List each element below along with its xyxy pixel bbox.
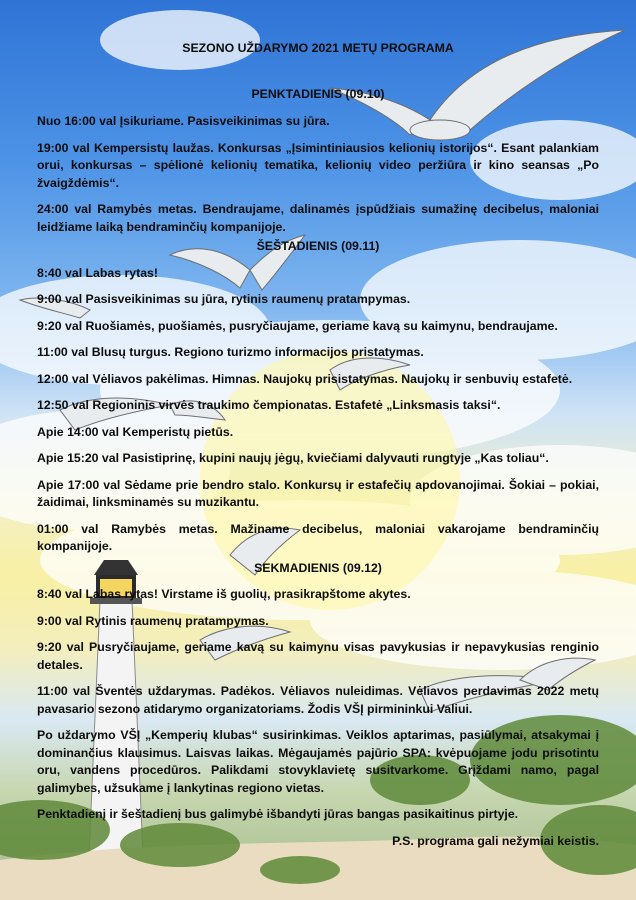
schedule-item: 11:00 val Blusų turgus. Regiono turizmo informacijos pristatymas. [37, 345, 424, 359]
schedule-item: 9:00 val Pasisveikinimas su jūra, rytinis raumenų pratampymas. [37, 292, 411, 306]
schedule-item: Apie 14:00 val Kemperistų pietūs. [37, 424, 234, 439]
day-heading-sunday: SEKMADIENIS (09.12) [254, 560, 382, 575]
schedule-item: Nuo 16:00 val Įsikuriame. Pasisveikinimas su jūra. [37, 114, 330, 128]
schedule-item: 11:00 val Šventės uždarymas. Padėkos. Vėliavos nuleidimas. Vėliavos perdavimas 2022 metų pavasario sezono atidarymo organizatoriams. Žodis VŠĮ pirmininkui Valiui. [37, 684, 599, 716]
schedule-item: 01:00 val Ramybės metas. Mažiname decibelus, maloniai vakarojame bendraminčių kompanijoje. [37, 521, 599, 553]
schedule-item: 9:20 val Pusryčiaujame, geriame kavą su kaimynu visas pavykusias ir nepavykusias renginio detales. [37, 640, 599, 672]
day-heading-friday: PENKTADIENIS (09.10) [251, 86, 385, 101]
schedule-item: 8:40 val Labas rytas! [37, 265, 158, 280]
schedule-item: 9:00 val Rytinis raumenų pratampymas. [37, 613, 269, 628]
schedule-item: Penktadienį ir šeštadienį bus galimybė išbandyti jūras bangas pasikaitinus pirtyje. [37, 807, 519, 821]
footnote: P.S. programa gali nežymiai keistis. [392, 833, 599, 848]
schedule-item: 8:40 val Labas rytas! Virstame iš guolių, prasikrapštome akytes. [37, 587, 411, 601]
page-title: SEZONO UŽDARYMO 2021 METŲ PROGRAMA [182, 41, 454, 55]
schedule-item: 19:00 val Kempersistų laužas. Konkursas „Įsimintiniausios kelionių istorijos“. Esant palankiam orui, konkursas – spėlionė kelionių tematika, kelionių video peržiūra ir kino seansas „Po žvaigždėmis“. [37, 140, 599, 190]
program-text [37, 34, 599, 850]
schedule-item: 12:50 val Regioninis virvės traukimo čempionatas. Estafetė „Linksmasis taksi“. [37, 398, 501, 412]
schedule-item: Apie 17:00 val Sėdame prie bendro stalo. Konkursų ir estafečių apdovanojimai. Šokiai – pokiai, žaidimai, linksminamės su muzikantu. [37, 477, 599, 509]
schedule-item: 9:20 val Ruošiamės, puošiamės, pusryčiaujame, geriame kavą su kaimynu, bendraujame. [37, 318, 558, 333]
schedule-item: Po uždarymo VŠĮ „Kemperių klubas“ susirinkimas. Veiklos aptarimas, pasiūlymai, atsakymai į dominančius klausimus. Laisvas laikas. Mėgaujamės pajūrio SPA: kvėpuojame jodu prisotintu oru, vandens procedūros. Palikdami stovyklavietę susitvarkome. Grįždami namo, pagal galimybes, užsukame į lankytinas regiono vietas. [37, 728, 599, 795]
day-heading-saturday: ŠEŠTADIENIS (09.11) [256, 239, 380, 253]
schedule-item: 12:00 val Vėliavos pakėlimas. Himnas. Naujokų prisistatymas. Naujokų ir senbuvių estafetė. [37, 371, 573, 386]
schedule-item: Apie 15:20 val Pasistiprinę, kupini naujų jėgų, kviečiami dalyvauti rungtyje „Kas toliau“. [37, 451, 549, 465]
schedule-item: 24:00 val Ramybės metas. Bendraujame, dalinamės įspūdžiais sumažinę decibelus, maloniai leidžiame laiką bendraminčių kompanijoje. [37, 202, 599, 234]
